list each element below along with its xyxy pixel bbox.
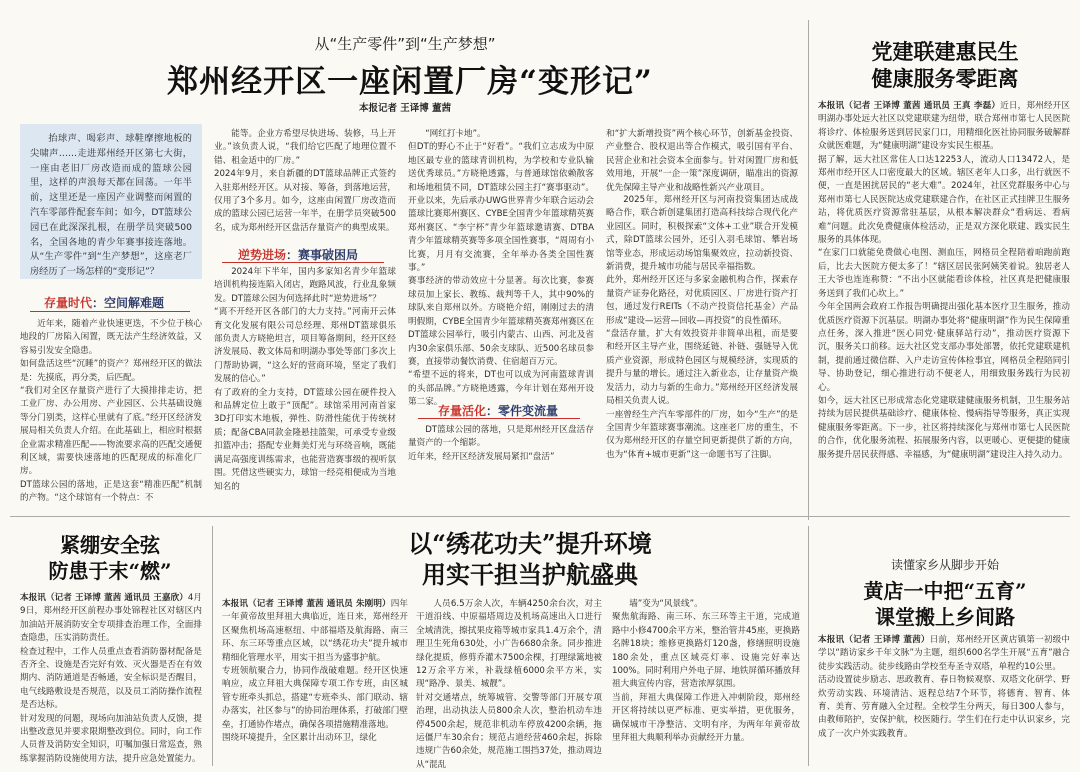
subhead-2-rest: ：赛事破困局: [286, 248, 359, 262]
bottom-mid-title-line1: 以“绣花功夫”提升环境: [408, 529, 652, 558]
bottom-right-body: [818, 634, 1070, 766]
right-top-title-line1: 党建联建惠民生: [871, 39, 1019, 64]
main-kicker: 从“生产零件”到“生产梦想”: [314, 35, 496, 53]
main-byline: 本报记者 王译博 董茜: [358, 103, 452, 114]
subhead-1-underline: [30, 311, 190, 312]
main-col-2a: 能等。企业方希望尽快进场、装修，马上开业。”该负责人说，“我们给它匹配了地理位置不错、租金适中的厂房。” 2024年9月，来自新疆的DT篮球品牌正式签约入驻郑州经开区。从对接、筹备，到落地运营，仅用了3个多月。如今，这座由闲置厂房改造而成的篮球公园已运营一年半，在册学员突破500名，成为郑州经开区盘活存量资产的典型成果。: [214, 129, 396, 233]
right-top-lead-label: 本报讯（记者 王译博 董茜 通讯员 王真 李磊）: [818, 101, 1001, 111]
subhead-3-underline: [418, 418, 580, 419]
bottom-right-title-line2: 课堂搬上乡间路: [875, 605, 1015, 629]
bottom-mid-col-1: [222, 598, 408, 766]
subhead-3-highlight: 存量活化: [438, 404, 487, 418]
main-col-3b: DT篮球公园的落地，只是郑州经开区盘活存量资产的一个缩影。 近年来，经开区经济发展局紧扣“盘活”: [408, 425, 594, 462]
divider-bottom-right: [808, 526, 809, 766]
bottom-right-title: [820, 578, 1070, 630]
bottom-right-kicker: 读懂家乡从脚步开始: [890, 558, 999, 572]
bottom-mid-col-3: 墙”变为“风景线”。 聚焦航海路、南三环、东三环等主干道，完成道路中小修4700余平方米，整治管井45座，更换路名牌18块；维修更换路灯120盏，修缮照明设施180余处，重点区域亮灯率、设施完好率达100%。同时利用户外电子屏、地铁屏循环播放拜祖大典宣传内容，营造浓厚氛围。 当前，拜祖大典保障工作进入冲刺阶段，郑州经开区将持续以更严标准、更实举措，更优服务，确保城市干净整洁、文明有序，为两年年黄帝故里拜祖大典顺利举办贡献经开力量。: [612, 599, 800, 744]
subhead-1: [44, 294, 164, 311]
bottom-right-title-line1: 黄店一中把“五育”: [863, 579, 1027, 603]
divider-horizontal: [10, 516, 1070, 517]
bottom-left-body: [20, 592, 202, 764]
bottom-right-lead-label: 本报讯（记者 王译博 董茜）: [818, 635, 930, 645]
main-col-1: 近年来，随着产业快速更迭，不少位于核心地段的厂房陷入闲置，既无法产生经济效益，又容易引发安全隐患。 如何盘活这些“沉睡”的资产？郑州经开区的做法是：先摸底，再分类，后匹配。 “我们对全区存量资产进行了大摸排排走访，把工业厂房、办公用房、产业园区、公共基础设施等分门别类，这样心里就有了底。”经开区经济发展局相关负责人介绍。在此基础上，相应时根据企业需求精准匹配——物流要求高的匹配交通便利区域，需要快速落地的匹配现成的标准化厂房。 DT篮球公园的落地，正是这套“精准匹配”机制的产物。“这个球馆有一个特点：不: [20, 319, 202, 504]
subhead-1-rest: ：空间解难题: [92, 296, 165, 310]
subhead-2-underline: [222, 262, 384, 263]
main-lead-text: 抬球声、喝彩声、球鞋摩擦地板的尖啸声……走进郑州经开区第七大街，一座由老旧厂房改造而成的篮球公园里，这样的声浪每天都在回荡。一年半前，这里还是一座因产业调整而闲置的汽车零部件配套车间；如今，DT篮球公园已在此深深扎根，在册学员突破500名，全国各地的青少年赛事接连落地。从“生产零件”到“生产梦想”，这座老厂房经历了一场怎样的“变形记”？: [30, 133, 192, 278]
bottom-mid-col-1-text: 四年一年黄帝故里拜祖大典临近，连日来，郑州经开区聚焦机场高速枢纽、中部福塔及航海路、南三环、东三环等重点区域，以“绣花功夫”提升城市精细化管理水平，用实干担当为盛事护航。 专班领航聚合力，协同作战破难题。经开区快速响应，成立拜祖大典保障专项工作专班，由区城管专班牵头抓总，搭建“专班牵头、部门联动、辖办落实，社区参与”的协同治理体系，打破部门壁垒，打通协作堵点，确保各项措施精准落地。 围绕环境提升，全区累计出动环卫，绿化: [222, 599, 408, 744]
bottom-left-title-line1: 紧绷安全弦: [60, 533, 160, 557]
bottom-mid-title: [300, 528, 760, 590]
bottom-left-title: [20, 532, 200, 584]
subhead-1-highlight: 存量时代: [44, 296, 93, 310]
bottom-left-text: 4月9日，郑州经开区前程办事处锦程社区对辖区内加油站开展消防安全专项排查治理工作，全面排查隐患，压实消防责任。 检查过程中，工作人员重点查看消防器材配备是否齐全、设施是否完好有效、灭火器是否在有效期内、消防通道是否畅通，安全标识是否醒目，电气线路敷设是否规范，以及员工消防操作流程是否达标。 针对发现的问题，现场向加油站负责人反馈，提出整改意见并要求限期整改到位。同时，向工作人员普及消防安全知识，叮嘱加强日常巡查，熟练掌握消防设施使用方法，提升应急处置能力。: [20, 593, 203, 764]
divider-main-right: [808, 20, 809, 520]
right-top-title: [820, 38, 1070, 93]
bottom-left-lead-label: 本报讯（记者 王译博 董茜 通讯员 王嘉欣）: [20, 593, 188, 603]
main-col-4: 2025年，郑州经开区与河南投资集团达成战略合作，联合新创建集团打造高科技综合现代化产业园区。同时，积极探索“文体+工业”联合开发模式，除DT篮球公园外，还引入羽毛球馆、攀岩场馆等业态，形成运动场馆集聚效应，拉动新投资、新消费，提升城市功能与居民幸福指数。 此外，郑州经开区还与多家金融机构合作，探索存量资产证券化路径，对优质园区、厂房进行资产打包，通过发行REITs（不动产投资信托基金）产品形成“建设—运营—回收—再投资”的良性循环。 “盘活存量，扩大有效投资并非简单出租，而是要和经开区主导产业，围绕延链、补链、强链导入优质产业资源，形成特色园区与规模经济，实现质的提升与量的增长。通过注入新业态，让存量资产焕发活力，动力与新的生命力。”郑州经开区经济发展局相关负责人说。 一座曾经生产汽车零部件的厂房，如今“生产”的是全国青少年篮球赛事潮流。这座老厂房的重生，不仅为郑州经开区的存量空间更新提供了新的方向，也为“体育+城市更新”这一命题书写了注脚。: [606, 195, 798, 460]
main-lead-box: [20, 124, 202, 279]
right-top-body: [818, 100, 1070, 512]
bottom-mid-col-2: 人员6.5万余人次，车辆4250余台次，对主干道沿线、中原福塔周边及机场高速出入口进行全域清洗，擦拭果皮箱等城市家具1.4万余个，清理卫生死角630处，小广告6680余条。同步推进绿化提质，修剪乔灌木7500余棵，打理绿篱地被12万余平方米，补栽绿植6000余平方米，实现“路净、景美、城靓”。 针对交通堵点，统筹城管、交警等部门开展专项治理，出动执法人员800余人次，整治机动车违停4500余起，规范非机动车停放4200余辆，拖运僵尸车30余台；规范占道经营460余起，拆除违规广告60余处，规范施工围挡37处，推动周边从“混乱: [416, 599, 602, 770]
subhead-3-rest: ：零件变流量: [486, 404, 559, 418]
right-top-title-line2: 健康服务零距离: [871, 66, 1019, 92]
subhead-2-highlight: 逆势进场: [238, 248, 287, 262]
subhead-3: [438, 402, 558, 419]
main-col-4-head: 和“扩大新增投资”两个核心环节，创新基金投资、产业整合、股权退出等合作模式，吸引国有平台、民营企业和社会资本全面参与。针对闲置厂房和低效用地，开展“一企一策”深度调研，瞄准出的资源优先保障主导产业和战略性新兴产业项目。: [606, 129, 798, 193]
subhead-2: [238, 246, 358, 263]
bottom-left-title-line2: 防患于末“燃”: [48, 559, 172, 583]
right-top-text: 近日，郑州经开区明湖办事处远大社区以党建联建为纽带，联合郑州市第七人民医院将诊疗、体检服务送到居民家门口，用精细化医社协同服务破解群众就医难题，为“健康明湖”建设夯实民生根基。 据了解，远大社区常住人口达12253人，流动人口13472人，是郑州市经开区人口密度最大的区域。辖区老年人口多，出行就医不便，一直是困扰居民的“老大难”。2024年，社区党群服务中心与郑州市第七人民医院达成党建联建合作，在社区正式挂牌卫生服务站，将优质医疗资源常驻基层，从根本解决群众“看病远、看病难”问题。此次免费健康体检活动，正是双方深化联建、践实民生服务的具体体现。 “在家门口就能免费做心电图、测血压，网格员全程陪着咱跑前跑后，比去大医院方便太多了！”辖区居民张阿姨笑着说。独居老人王大爷也连连称赞：“不出小区就能看诊体检，社区真是把健康服务送到了我们心坎上。” 今年全国两会政府工作报告明确提出强化基本医疗卫生服务，推动优质医疗资源下沉基层。明湖办事处将“健康明湖”作为民生保障重点任务，深入推进“医心同党·健康驿站行动”，推动医疗资源下沉，服务关口前移。远大社区党支部办事处部署，依托党建联建机制，提前通过微信群、入户走访宣传体检事宜，网格员全程陪同引导、协助登记，细心推进行动不便老人，用细致服务践行为民初心。 如今，远大社区已形成常态化党建联建健康服务机制，卫生服务站持续为居民提供基础诊疗、健康体检、慢病指导等服务，真正实现健康服务零距离。下一步，社区将持续深化与郑州市第七人民医院的合作，优化服务流程、拓展服务内容，以更暖心、更便捷的健康服务提升居民获得感、幸福感，为“健康明湖”建设注入持久动力。: [818, 101, 1070, 460]
divider-bottom-left: [212, 526, 213, 766]
bottom-right-text: 日前，郑州经开区黄店镇第一初级中学以“踏访家乡千年文脉”为主题，组织600名学生开展“五育”融合徒步实践活动。徒步线路由学校至寿圣寺双塔，单程约10公里。 活动设置徒步励志、思政教育、春日物候观察、双塔文化研学、野炊劳动实践、环境清洁、返程总结7个环节，将德育、智育、体育、美育、劳育融入全过程。全校学生分两天，每日300人参与，由教师陪护，安保护航，校医随行。学生们在行走中认识家乡，完成了一次户外实践教育。: [818, 635, 1070, 739]
bottom-mid-lead-label: 本报讯（记者 王译博 董茜 通讯员 朱刚明）: [222, 599, 391, 609]
main-headline: 郑州经开区一座闲置厂房“变形记”: [167, 64, 653, 100]
main-col-2b: 2024年下半年，国内多家知名青少年篮球培训机构接连陷入闭店，跑路风波，行业乱象频发。DT篮球公园为何选择此时“逆势进场”？ “离不开经开区各部门的大力支持。”河南开云体育文化发展有限公司总经理、郑州DT篮球俱乐部负责人方晓艳坦言，项目筹备期间，经开区经济发展局、教文体局和明湖办事处等部门多次上门帮助协调，“这么好的营商环境，坚定了我们发展的信心。” 有了政府的全力支持，DT篮球公园在硬件投入和品牌定位上敢于“顶配”。球馆采用河南首家3D打印实木地板，弹性、防滑性能优于传统材质；配备CBA同款金隆悬挂篮架，可承受专业级扣篮冲击；搭配专业舞美灯光与环绕音响，既能满足高强度训练需求，也能营造赛事级的视听氛围。凭借这些硬实力，球馆一经亮相便成为当地知名的: [214, 267, 396, 492]
bottom-mid-title-line2: 用实干担当护航盛典: [422, 560, 638, 590]
main-col-3: “网红打卡地”。 但DT的野心不止于“好看”。“我们立志成为中原地区最专业的篮球青训机构，为学校和专业队输送优秀球员。”方晓艳透露，与普通球馆依赖散客和场地租赁不同，DT篮球公园主打“赛事驱动”。开业以来，先后承办UWG世界青少年联合运动会篮球比赛郑州赛区、CYBE全国青少年篮球精英赛郑州赛区、“李宁杯”青少年篮球邀请赛、DTBA青少年篮球精英赛等多项全国性赛事，“周周有小比赛，月月有交流赛，全年举办各类全国性赛事。” 赛事经济的带动效应十分显著。每次比赛，参赛球员加上家长、教练、裁判等千人，其中90%的球队来自郑州以外。方晓艳介绍，刚刚过去的清明假期，CYBE全国青少年篮球精英赛郑州赛区在DT篮球公园举行，吸引内蒙古、山西、河北及省内30余家俱乐部、50余支球队、近500名球员参赛，直接带动餐饮消费、住宿超百万元。 “希望不远的将来，DT也可以成为河南篮球青训的头部品牌。”方晓艳透露，今年计划在郑州开设第二家。: [408, 129, 594, 408]
